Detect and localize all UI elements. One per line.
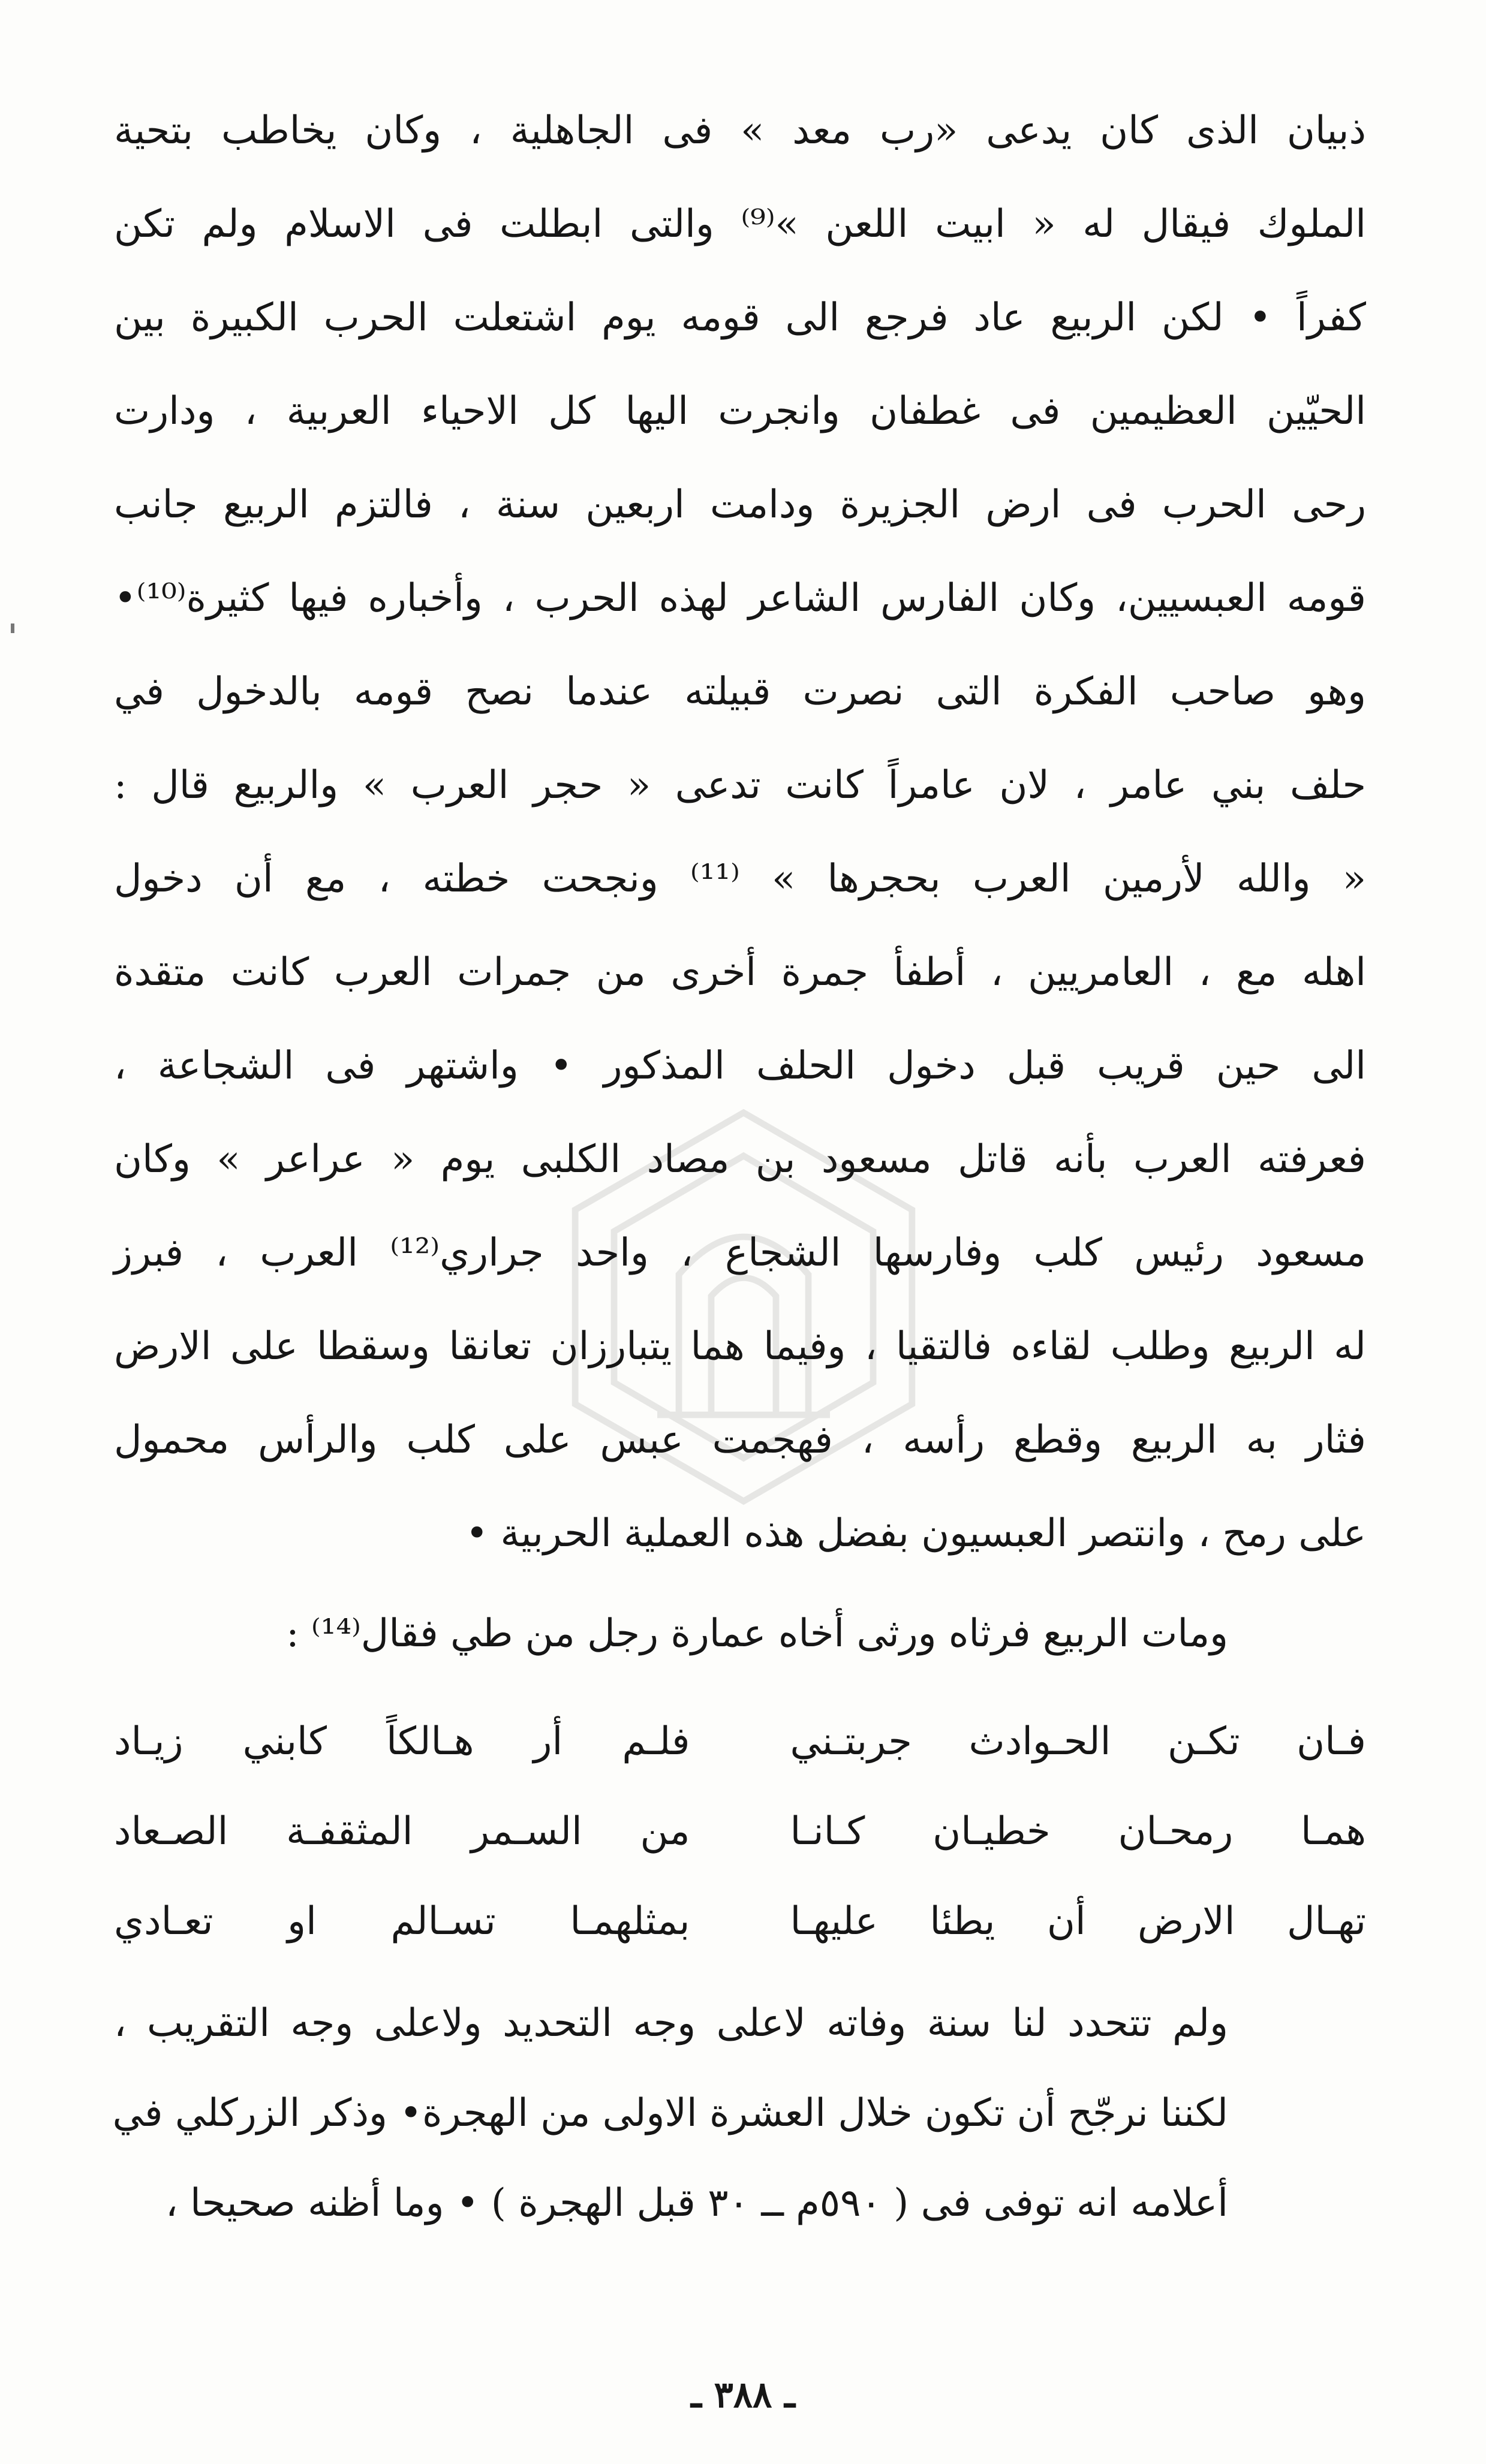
margin-mark (11, 623, 14, 633)
text-line: فثار به الربيع وقطع رأسه ، فهجمت عبس على كلب والرأس محمول (114, 1418, 1366, 1462)
poem-verse (114, 1787, 1366, 1876)
poem-hemistich-second: بمثلهمـا تسـالم او تعـادي (114, 1899, 690, 1944)
poem-hemistich-second: فلـم أر هـالكاً كابني زيـاد (114, 1719, 690, 1764)
poem-hemistich-first: همـا رمحـان خطيـان كـانـا (790, 1809, 1366, 1854)
poem-verse (114, 1876, 1366, 1966)
text-line: ومات الربيع فرثاه ورثى أخاه عمارة رجل من طي فقال⁽¹⁴⁾ : (286, 1611, 1228, 1656)
text-line: ولم تتحدد لنا سنة وفاته لاعلى وجه التحديد ولاعلى وجه التقريب ، (114, 2001, 1228, 2046)
text-line: حلف بني عامر ، لان عامراً كانت تدعى « حجر العرب » والربيع قال : (114, 763, 1366, 808)
text-line: على رمح ، وانتصر العبسيون بفضل هذه العملية الحربية • (465, 1511, 1366, 1556)
poem-hemistich-first: فـان تكـن الحـوادث جربتـني (790, 1719, 1366, 1764)
text-line: الحيّين العظيمين فى غطفان وانجرت اليها كل الاحياء العربية ، ودارت (114, 389, 1366, 433)
text-line: الى حين قريب قبل دخول الحلف المذكور • واشتهر فى الشجاعة ، (114, 1044, 1366, 1088)
text-line: ذبيان الذى كان يدعى «رب معد » فى الجاهلية ، وكان يخاطب بتحية (114, 109, 1366, 153)
paragraph-2 (114, 1589, 1366, 1679)
poem-verse (114, 1697, 1366, 1787)
poem-hemistich-first: تهـال الارض أن يطئا عليهـا (790, 1899, 1366, 1944)
text-line: له الربيع وطلب لقاءه فالتقيا ، وفيما هما يتبارزان تعانقا وسقطا على الارض (114, 1324, 1366, 1369)
paragraph-3 (114, 1978, 1366, 2248)
text-line: وهو صاحب الفكرة التى نصرت قبيلته عندما نصح قومه بالدخول في (114, 670, 1366, 714)
text-line: « والله لأرمين العرب بحجرها » ⁽¹¹⁾ ونجحت خطته ، مع أن دخول (114, 857, 1366, 901)
text-line: كفراً • لكن الربيع عاد فرجع الى قومه يوم اشتعلت الحرب الكبيرة بين (114, 296, 1366, 340)
poem (114, 1697, 1366, 1966)
text-line: قومه العبسيين، وكان الفارس الشاعر لهذه الحرب ، وأخباره فيها كثيرة⁽¹⁰⁾• (114, 576, 1366, 620)
poem-hemistich-second: من السـمر المثقفـة الصـعاد (114, 1809, 690, 1854)
text-line: رحى الحرب فى ارض الجزيرة ودامت اربعين سنة ، فالتزم الربيع جانب (114, 483, 1367, 527)
text-line: أعلامه انه توفى فى ( ٥٩٠م ــ ٣٠ قبل الهجرة ) • وما أظنه صحيحا ، (165, 2181, 1228, 2225)
text-line: فعرفته العرب بأنه قاتل مسعود بن مصاد الكلبى يوم « عراعر » وكان (114, 1137, 1367, 1182)
page-number: ـ ٣٨٨ ـ (691, 2374, 795, 2416)
text-line: لكننا نرجّح أن تكون خلال العشرة الاولى من الهجرة• وذكر الزركلي في (112, 2091, 1228, 2135)
paragraph-1 (114, 84, 1366, 1580)
text-line: اهله مع ، العامريين ، أطفأ جمرة أخرى من جمرات العرب كانت متقدة (114, 950, 1366, 995)
text-line: مسعود رئيس كلب وفارسها الشجاع ، واحد جراري⁽¹²⁾ العرب ، فبرز (114, 1231, 1367, 1275)
text-line: الملوك فيقال له « ابيت اللعن »⁽⁹⁾ والتى ابطلت فى الاسلام ولم تكن (114, 202, 1366, 246)
